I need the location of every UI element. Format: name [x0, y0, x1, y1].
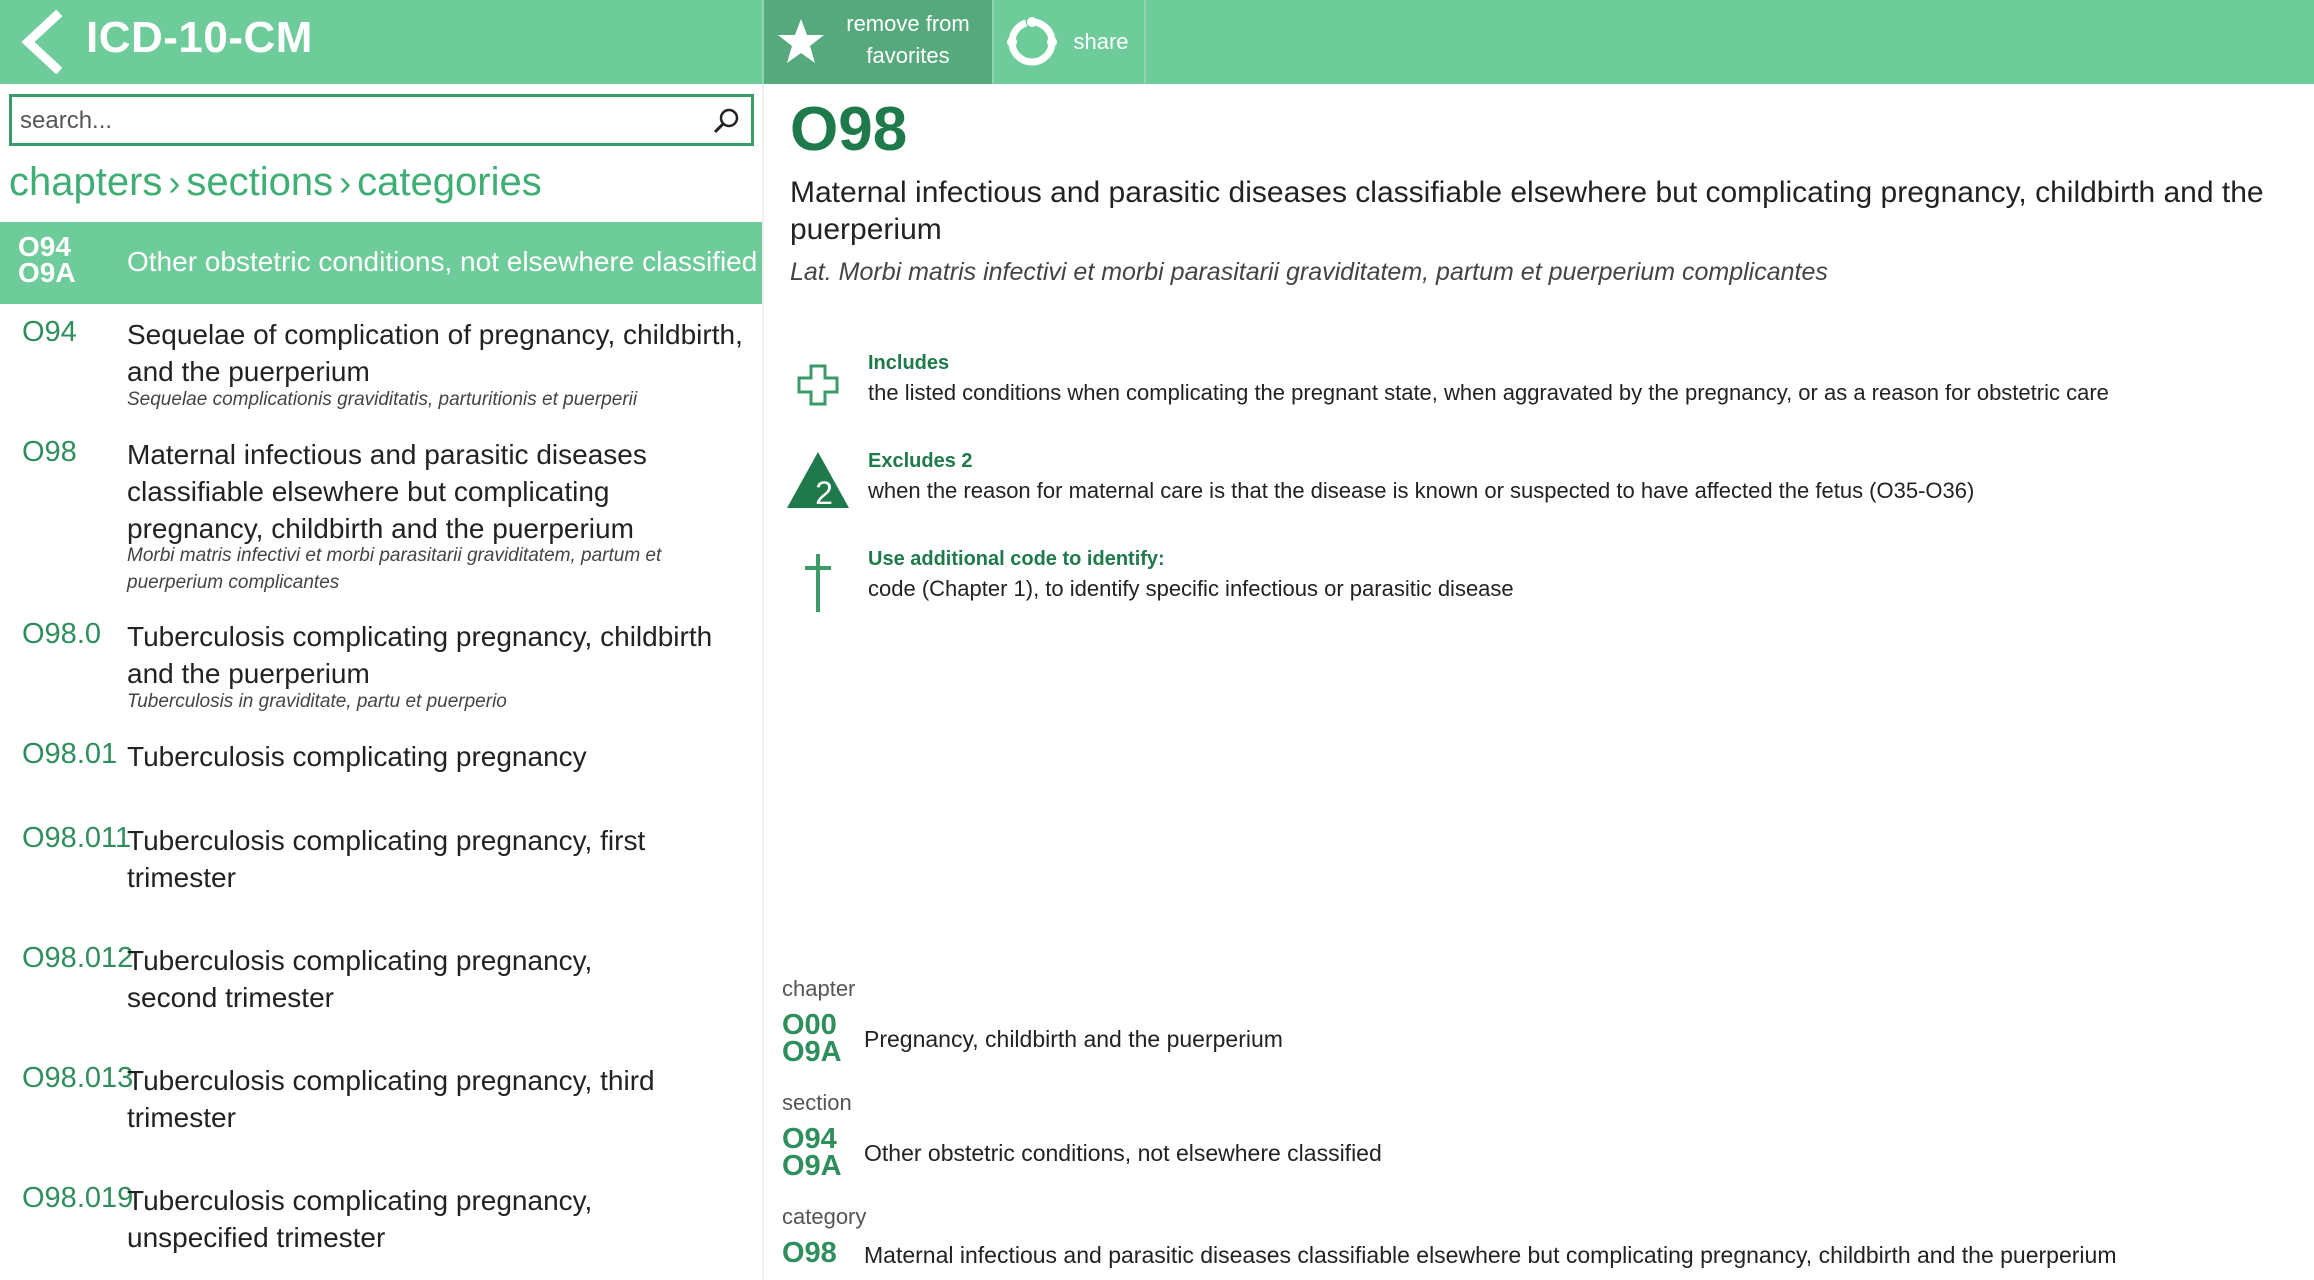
- chapter-link[interactable]: [782, 1009, 2282, 1072]
- list-item-title: Tuberculosis complicating pregnancy: [127, 741, 587, 772]
- use-additional-code-note: [785, 548, 2285, 618]
- chapter-code: [782, 1009, 842, 1068]
- search-box: [9, 94, 754, 146]
- excludes2-note: [785, 450, 2285, 520]
- excludes2-badge: 2: [815, 475, 833, 511]
- excludes2-triangle-icon: [785, 450, 851, 516]
- list-item-code: O98.013: [22, 1062, 134, 1094]
- list-item-code: O98.01: [22, 738, 118, 770]
- search-icon[interactable]: [711, 106, 741, 136]
- chevron-right-icon: ›: [339, 162, 352, 203]
- chapter-title: Pregnancy, childbirth and the puerperium: [864, 1026, 1283, 1052]
- includes-text: the listed conditions when complicating the pregnant state, when aggravated by the pregnancy, or as a reason for obstetric care: [868, 380, 2109, 405]
- code-range-end: O9A: [782, 1036, 842, 1068]
- category-title: Maternal infectious and parasitic diseases classifiable elsewhere but complicating pregnancy, childbirth and the puerperium: [864, 1242, 2117, 1268]
- includes-heading: Includes: [868, 352, 950, 374]
- section-link[interactable]: [782, 1123, 2282, 1186]
- use-additional-code-text: code (Chapter 1), to identify specific infectious or parasitic disease: [868, 576, 1514, 601]
- back-button[interactable]: [10, 8, 76, 76]
- pane-divider: [762, 84, 764, 1280]
- back-arrow-icon: [10, 8, 76, 76]
- detail-code: O98: [790, 95, 908, 164]
- list-item-latin: Tuberculosis in graviditate, partu et puerperio: [127, 691, 507, 712]
- favorites-label-line2: favorites: [866, 43, 950, 68]
- list-item[interactable]: [0, 618, 762, 718]
- category-link[interactable]: [782, 1238, 2282, 1274]
- star-icon: [776, 16, 826, 66]
- list-item[interactable]: [0, 822, 762, 902]
- list-item[interactable]: [0, 1182, 762, 1262]
- list-item[interactable]: [0, 1062, 762, 1142]
- selected-section-row[interactable]: [0, 222, 762, 304]
- use-additional-code-heading: Use additional code to identify:: [868, 548, 1165, 570]
- list-item-code: O98.011: [22, 822, 132, 854]
- list-item-latin: Morbi matris infectivi et morbi parasitarii graviditatem, partum et puerperium complicantes: [127, 545, 662, 593]
- list-item-latin: Sequelae complicationis graviditatis, parturitionis et puerperii: [127, 389, 638, 410]
- code-range-end: O9A: [18, 257, 76, 288]
- code-range-end: O9A: [782, 1150, 842, 1182]
- list-item-code: O98.019: [22, 1182, 134, 1214]
- list-item-code: O98: [22, 436, 77, 468]
- list-item[interactable]: [0, 738, 762, 798]
- favorites-label-line1: remove from: [846, 11, 970, 36]
- section-label: section: [782, 1090, 852, 1115]
- code-range-start: O94: [18, 231, 71, 262]
- list-item-code: O94: [22, 316, 77, 348]
- excludes2-text: when the reason for maternal care is that the disease is known or suspected to have affected the fetus (O35-O36): [868, 478, 1975, 503]
- list-item-code: O98.0: [22, 618, 101, 650]
- command-divider: [1144, 0, 1146, 84]
- code-range-start: O94: [782, 1123, 837, 1155]
- code-range-start: O00: [782, 1009, 837, 1041]
- breadcrumb: [9, 160, 542, 205]
- share-icon: [1006, 16, 1058, 68]
- list-item-title: Sequelae of complication of pregnancy, childbirth, and the puerperium: [127, 319, 743, 387]
- category-code: O98: [782, 1237, 837, 1269]
- selected-section-code: [18, 231, 76, 288]
- breadcrumb-sections[interactable]: sections: [186, 160, 334, 204]
- chapter-label: chapter: [782, 976, 856, 1001]
- detail-latin: Lat. Morbi matris infectivi et morbi parasitarii graviditatem, partum et puerperium complicantes: [790, 258, 1828, 286]
- detail-title: Maternal infectious and parasitic diseases classifiable elsewhere but complicating pregnancy, childbirth and the puerperium: [790, 176, 2264, 246]
- list-item-title: Tuberculosis complicating pregnancy, third trimester: [127, 1065, 655, 1133]
- remove-from-favorites-button[interactable]: [764, 0, 992, 84]
- plus-cross-icon: [785, 352, 851, 418]
- dagger-icon: [785, 548, 851, 614]
- section-title: Other obstetric conditions, not elsewhere classified: [864, 1140, 1382, 1166]
- breadcrumb-chapters[interactable]: chapters: [9, 160, 163, 204]
- breadcrumb-categories[interactable]: categories: [357, 160, 542, 204]
- excludes2-heading: Excludes 2: [868, 450, 973, 472]
- share-button[interactable]: [994, 0, 1144, 84]
- section-code: [782, 1123, 842, 1182]
- chevron-right-icon: ›: [168, 162, 181, 203]
- search-input[interactable]: [20, 104, 700, 138]
- includes-note: [785, 352, 2285, 422]
- app-title: ICD-10-CM: [86, 13, 313, 62]
- list-item-title: Tuberculosis complicating pregnancy, second trimester: [127, 945, 593, 1013]
- list-item-title: Tuberculosis complicating pregnancy, childbirth and the puerperium: [127, 621, 713, 689]
- list-item[interactable]: [0, 316, 762, 416]
- list-item-title: Maternal infectious and parasitic diseases classifiable elsewhere but complicating pregnancy, childbirth and the puerperium: [127, 439, 647, 544]
- share-label: share: [1073, 29, 1129, 54]
- list-item[interactable]: [0, 942, 762, 1022]
- category-label: category: [782, 1204, 867, 1229]
- list-item-title: Tuberculosis complicating pregnancy, first trimester: [127, 825, 646, 893]
- app-bar: [0, 0, 2314, 84]
- selected-section-title: Other obstetric conditions, not elsewhere classified: [127, 246, 758, 277]
- list-item[interactable]: [0, 436, 762, 596]
- list-item-title: Tuberculosis complicating pregnancy, unspecified trimester: [127, 1185, 593, 1253]
- list-item-code: O98.012: [22, 942, 134, 974]
